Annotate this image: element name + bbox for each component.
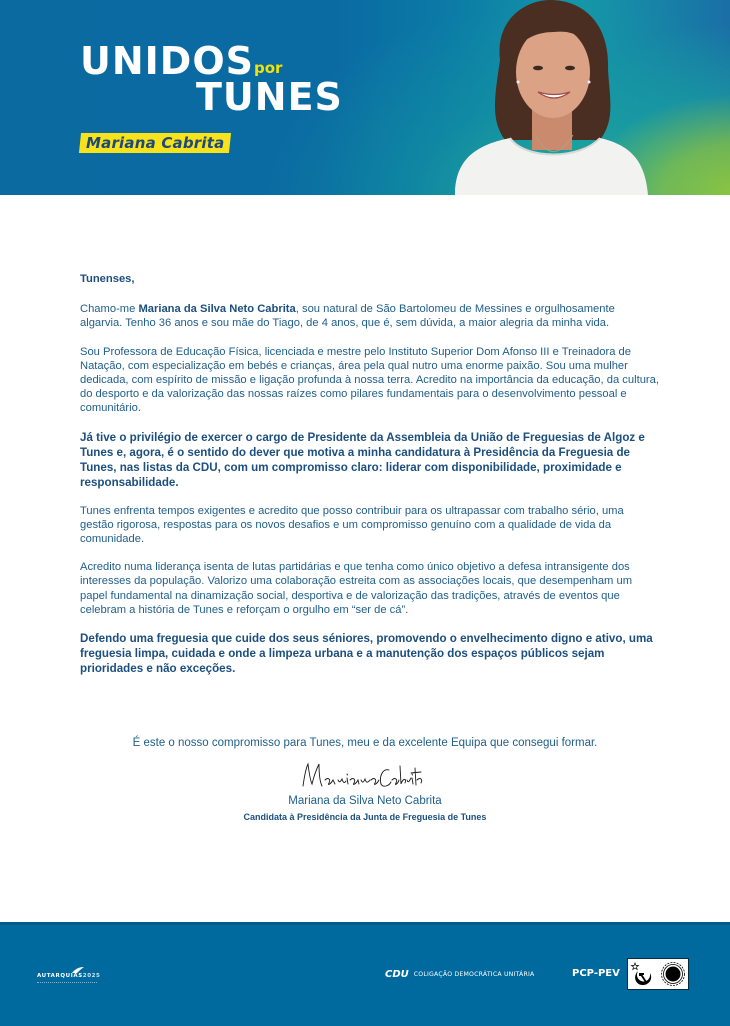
letter-paragraph-seniors: Defendo uma freguesia que cuide dos seus séniores, promovendo o envelhecimento digno e ativo, uma freguesia limpa, cuidada e onde a limpeza urbana e a manutenção dos espaços públicos sejam prioridades e não exceções. [80,632,653,676]
letter-paragraph-leadership: Acredito numa liderança isenta de lutas partidárias e que tenha como único objetivo a defesa intransigente dos interesses da população. Valorizo uma colaboração estreita com as associações locais, que desempenham um papel fundamental na dinamização social, desportiva e de valorização das tradições, através de eventos que celebram a história de Tunes e reforçam o orgulho em “ser de cá”. [80,561,633,616]
letter-paragraph-profession: Sou Professora de Educação Física, licenciada e mestre pelo Instituto Superior Dom Afonso III e Treinadora de Natação, com especialização em bebés e crianças, área pela qual nutro uma enorme paixão. Sou uma mulher dedicada, com espírito de missão e ligação profunda à nossa terra. Acredito na importância da educação, da cultura, do desporto e da valorização das nossas raízes como pilares fundamentais para o desenvolvimento pessoal e comunitário. [80,345,659,415]
autarquicas-label: AUTARQUIAS [37,973,83,979]
campaign-header-banner [0,0,730,195]
pcp-pev-label: PCP-PEV [572,968,620,979]
handwritten-signature [295,760,425,792]
autarquicas-year: 2025 [82,973,101,979]
intro-suffix: , sou natural de São Bartolomeu de Messines e orgulhosamente algarvia. Tenho 36 anos e sou mãe do Tiago, de 4 anos, que é, sem dúvida, a maior alegria da minha vida. [80,303,615,330]
letter-closing: É este o nosso compromisso para Tunes, meu e da excelente Equipa que consegui formar. [132,737,598,749]
title-tunes: TUNES [196,75,343,119]
candidate-name-tag [79,133,232,153]
hammer-sickle-star-icon [630,961,656,987]
autarquicas-2025-logo [37,973,101,979]
signatory-name: Mariana da Silva Neto Cabrita [288,795,442,807]
candidate-name-tag-label: Mariana Cabrita [86,134,225,152]
title-por: por [254,59,283,77]
cdu-full-name: COLIGAÇÃO DEMOCRÁTICA UNITÁRIA [413,971,535,978]
signatory-role: Candidata à Presidência da Junta de Freguesia de Tunes [243,812,487,822]
cdu-branding [385,969,534,980]
footer-bar [0,922,730,1026]
bird-icon [71,966,85,974]
intro-prefix: Chamo-me [80,303,139,316]
title-unidos: UNIDOS [80,39,255,83]
candidate-portrait [450,0,650,195]
letter-paragraph-intro [80,302,660,330]
signature-icon [295,760,425,792]
candidate-full-name-bold: Mariana da Silva Neto Cabrita [138,303,296,316]
party-symbols [627,958,689,990]
letter-paragraph-candidacy: Já tive o privilégio de exercer o cargo de Presidente da Assembleia da União de Freguesias de Algoz e Tunes e, agora, é o sentido do dever que motiva a minha candidatura à Presidência da Freguesia de Tunes, nas listas da CDU, com um compromisso claro: liderar com disponibilidade, proximidade e responsabilidade. [80,430,645,489]
logo-underline [37,982,97,984]
portrait-illustration [450,0,650,195]
letter-greeting: Tunenses, [80,273,135,285]
letter-body [80,272,660,690]
sunflower-icon [660,961,686,987]
cdu-logo: CDU [385,969,409,980]
letter-paragraph-challenges: Tunes enfrenta tempos exigentes e acredito que posso contribuir para os ultrapassar com trabalho sério, uma gestão rigorosa, respostas para os novos desafios e um compromisso genuíno com a qualidade de vida da comunidade. [80,504,624,546]
